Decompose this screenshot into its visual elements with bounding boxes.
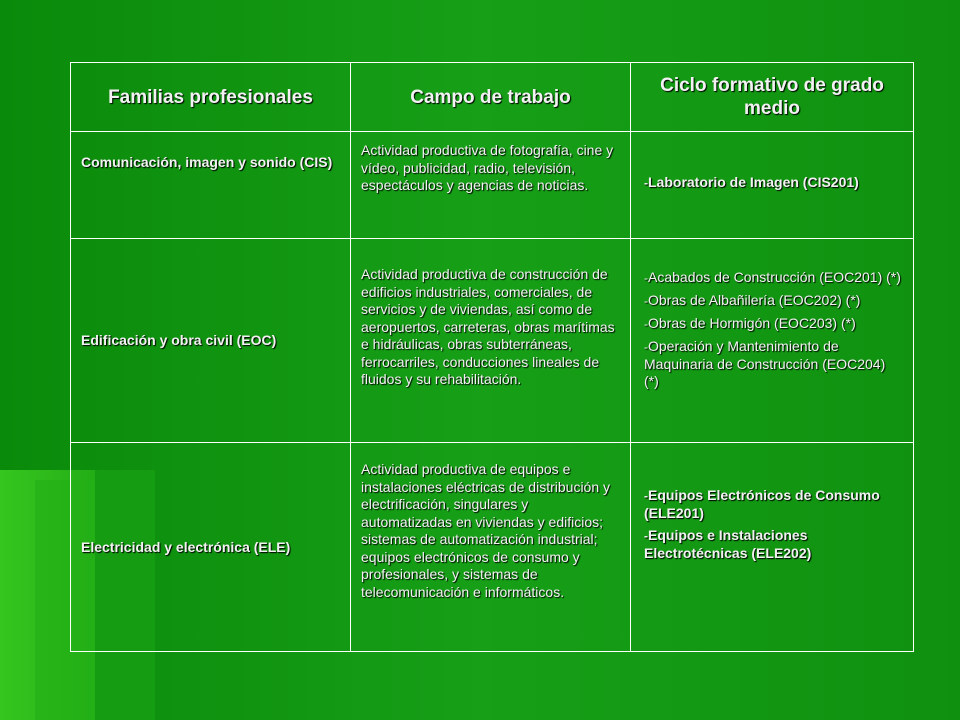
cycles-cell xyxy=(631,132,914,239)
header-field-cell xyxy=(351,63,631,132)
field-cell: Actividad productiva de construcción de edificios industriales, comerciales, de servicios y de viviendas, así como de aeropuertos, carreteras, obras marítimas e hidráulicas, obras subterráneas, ferrocarriles, conducciones lineales de fluidos y su rehabilitación. xyxy=(351,239,631,443)
header-families: Familias profesionales xyxy=(108,86,313,108)
header-cycle-cell xyxy=(631,63,914,132)
table-row xyxy=(71,132,914,239)
field-cell: Actividad productiva de fotografía, cine y vídeo, publicidad, radio, televisión, espectáculos y agencias de noticias. xyxy=(351,132,631,239)
cycle-item: -Equipos e Instalaciones Electrotécnicas (ELE202) xyxy=(644,527,812,561)
header-families-cell xyxy=(71,63,351,132)
cycle-item: -Laboratorio de Imagen (CIS201) xyxy=(644,173,859,190)
cycle-label: Acabados de Construcción (EOC201) (*) xyxy=(648,269,901,285)
field-cell: Actividad productiva de equipos e instalaciones eléctricas de distribución y electrificación, singulares y automatizadas en viviendas y edificios; sistemas de automatización industrial; equipos electrónicos de consumo y profesionales, y sistemas de telecomunicación e informáticos. xyxy=(351,443,631,652)
cycle-item: -Obras de Albañilería (EOC202) (*) xyxy=(644,292,861,308)
cycle-item: -Acabados de Construcción (EOC201) (*) xyxy=(644,269,901,285)
cycles-cell xyxy=(631,443,914,652)
cycle-item: -Obras de Hormigón (EOC203) (*) xyxy=(644,315,856,331)
family-cell: Comunicación, imagen y sonido (CIS) xyxy=(71,132,351,239)
cycle-item: -Equipos Electrónicos de Consumo (ELE201) xyxy=(644,487,880,521)
cycle-label: Obras de Hormigón (EOC203) (*) xyxy=(648,315,856,331)
cycle-label: Operación y Mantenimiento de Maquinaria de Construcción (EOC204) (*) xyxy=(644,338,886,389)
cycle-item: -Operación y Mantenimiento de Maquinaria de Construcción (EOC204) (*) xyxy=(644,338,886,389)
header-field: Campo de trabajo xyxy=(410,86,571,108)
table-row xyxy=(71,239,914,443)
cycles-cell xyxy=(631,239,914,443)
header-row xyxy=(71,63,914,132)
vocational-training-table xyxy=(70,62,914,652)
family-cell: Electricidad y electrónica (ELE) xyxy=(71,443,351,652)
family-cell: Edificación y obra civil (EOC) xyxy=(71,239,351,443)
header-cycle: Ciclo formativo de grado medio xyxy=(660,75,884,119)
cycle-label: Obras de Albañilería (EOC202) (*) xyxy=(648,292,861,308)
cycle-label: Equipos e Instalaciones Electrotécnicas (ELE202) xyxy=(644,527,812,561)
cycle-label: Equipos Electrónicos de Consumo (ELE201) xyxy=(644,487,880,521)
table-row xyxy=(71,443,914,652)
cycle-label: Laboratorio de Imagen (CIS201) xyxy=(648,173,859,190)
